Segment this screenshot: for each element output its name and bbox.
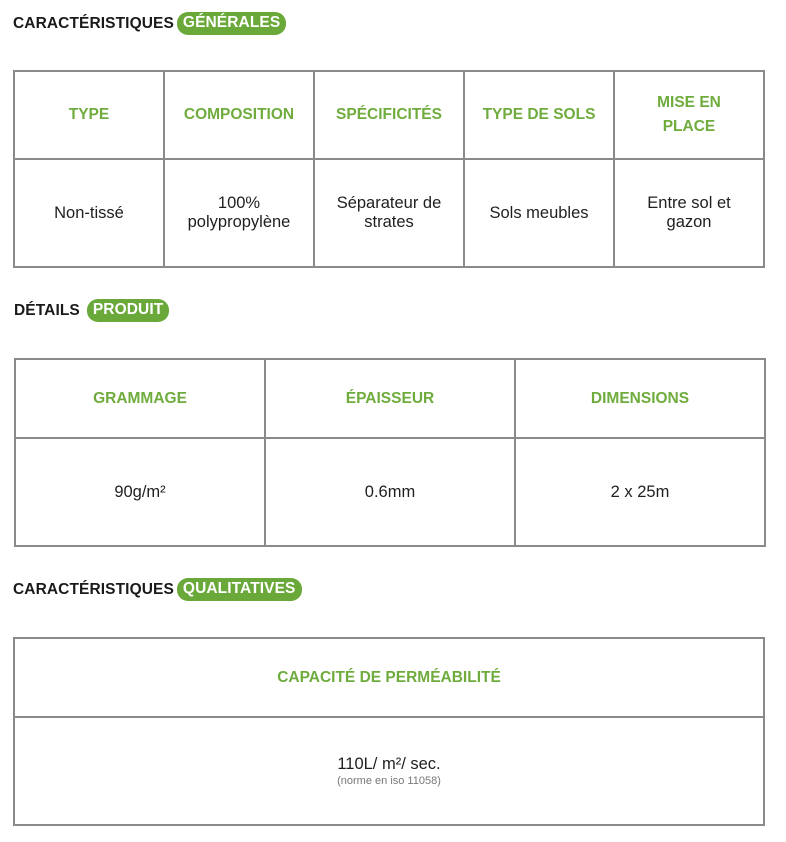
header-composition: COMPOSITION <box>164 71 314 159</box>
section-badge: QUALITATIVES <box>177 578 302 601</box>
header-dimensions: DIMENSIONS <box>515 359 765 438</box>
value-specificites: Séparateur de strates <box>314 159 464 267</box>
section-heading-generales <box>13 12 286 35</box>
value-grammage: 90g/m² <box>15 438 265 546</box>
header-mise-en-place: MISE EN PLACE <box>614 71 764 159</box>
value-composition: 100% polypropylène <box>164 159 314 267</box>
table-value-row <box>14 717 764 825</box>
header-type: TYPE <box>14 71 164 159</box>
section-title: DÉTAILS <box>14 301 80 319</box>
norm-note: (norme en iso 11058) <box>337 774 441 787</box>
table-header-row <box>14 71 764 159</box>
header-specificites: SPÉCIFICITÉS <box>314 71 464 159</box>
header-permeabilite: CAPACITÉ DE PERMÉABILITÉ <box>14 638 764 717</box>
qualitative-characteristics-table <box>13 637 765 826</box>
general-characteristics-table <box>13 70 765 268</box>
product-details-table <box>14 358 766 547</box>
value-permeabilite: 110L/ m²/ sec. <box>337 754 441 773</box>
value-epaisseur: 0.6mm <box>265 438 515 546</box>
value-mise-en-place: Entre sol et gazon <box>614 159 764 267</box>
table-header-row <box>14 638 764 717</box>
section-heading-produit <box>14 299 169 322</box>
table-header-row <box>15 359 765 438</box>
section-badge: PRODUIT <box>87 299 169 322</box>
value-type-de-sols: Sols meubles <box>464 159 614 267</box>
table-value-row <box>15 438 765 546</box>
value-dimensions: 2 x 25m <box>515 438 765 546</box>
value-permeabilite-cell <box>14 717 764 825</box>
value-type: Non-tissé <box>14 159 164 267</box>
section-badge: GÉNÉRALES <box>177 12 286 35</box>
table-value-row <box>14 159 764 267</box>
section-heading-qualitatives <box>13 578 302 601</box>
section-title: CARACTÉRISTIQUES <box>13 14 174 32</box>
header-epaisseur: ÉPAISSEUR <box>265 359 515 438</box>
section-title: CARACTÉRISTIQUES <box>13 580 174 598</box>
header-grammage: GRAMMAGE <box>15 359 265 438</box>
header-type-de-sols: TYPE DE SOLS <box>464 71 614 159</box>
